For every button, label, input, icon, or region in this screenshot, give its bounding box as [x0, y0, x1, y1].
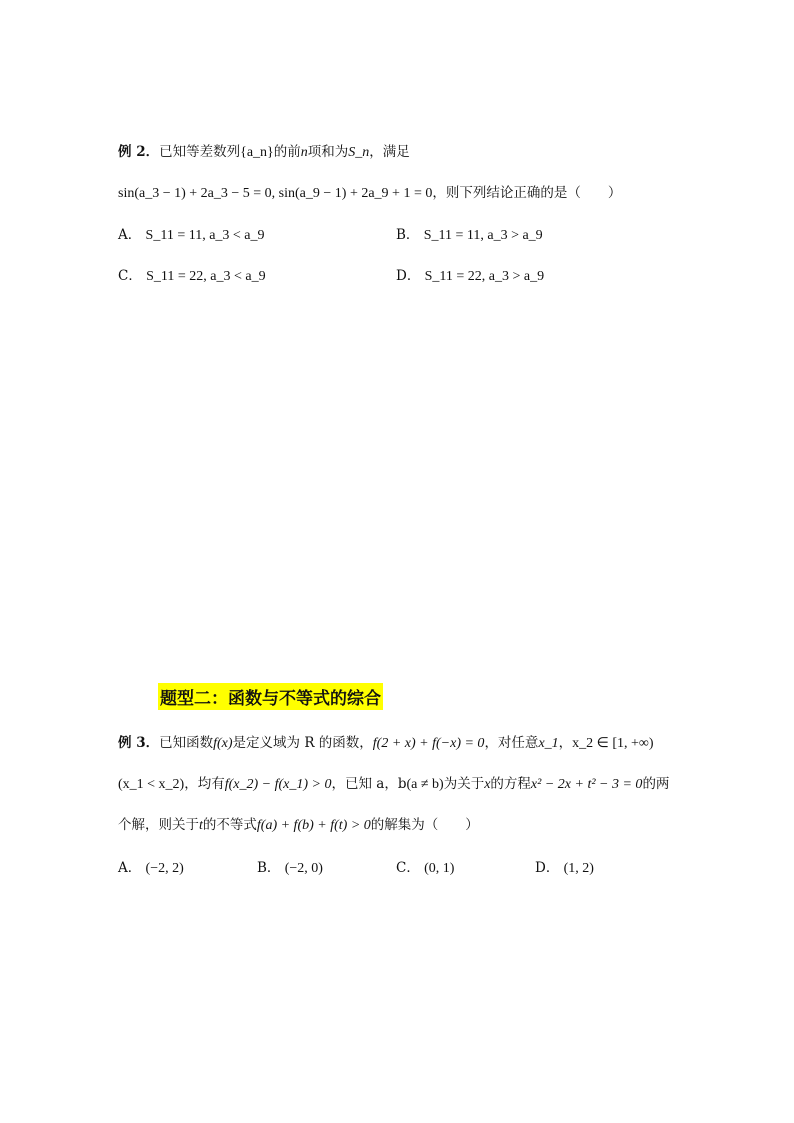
example2-text: 的前	[273, 144, 301, 160]
example2-line2	[118, 181, 621, 202]
var-x: x	[484, 777, 491, 792]
example3-text: 的两	[642, 776, 670, 792]
x1-lt-x2: (x_1 < x_2)	[118, 777, 185, 792]
example3-option-b[interactable]	[257, 856, 323, 877]
example3-option-d[interactable]	[535, 856, 594, 877]
option-label: B．	[257, 860, 281, 876]
option-text: S_11 = 11, a_3 > a_9	[423, 228, 543, 243]
option-label: C．	[118, 268, 142, 284]
example3-text: 是定义域为 R 的函数，	[232, 735, 373, 751]
option-label: A．	[118, 227, 142, 243]
option-label: B．	[396, 227, 420, 243]
example3-question: 的解集为（ ）	[370, 817, 479, 833]
x2-range: x_2 ∈ [1, +∞)	[572, 736, 654, 751]
var-t: t	[199, 818, 203, 833]
example2-text: 已知等差数列	[159, 144, 241, 160]
example3-line1	[118, 731, 654, 752]
example3-text: 的不等式	[202, 817, 257, 833]
section-heading: 题型二：函数与不等式的综合	[158, 683, 383, 710]
option-text: S_11 = 22, a_3 < a_9	[146, 269, 266, 284]
example2-question: ，则下列结论正确的是（ ）	[432, 185, 622, 201]
option-label: D．	[535, 860, 560, 876]
example3-text: ，对任意	[484, 735, 539, 751]
option-label: C．	[396, 860, 420, 876]
example3-text: ，	[558, 735, 573, 751]
var-x1: x_1	[538, 736, 559, 751]
example2-option-b[interactable]	[396, 223, 543, 244]
example2-option-a[interactable]	[118, 223, 265, 244]
example3-label: 例 3．	[118, 735, 160, 751]
fx: f(x)	[213, 736, 233, 751]
example2-equation: sin(a_3 − 1) + 2a_3 − 5 = 0, sin(a_9 − 1) + 2a_9 + 1 = 0	[118, 186, 433, 201]
option-text: (−2, 2)	[145, 861, 184, 876]
option-text: (0, 1)	[424, 861, 455, 876]
example3-option-c[interactable]	[396, 856, 454, 877]
example2-line1	[118, 140, 410, 161]
quadratic-equation: x² − 2x + t² − 3 = 0	[530, 777, 643, 792]
example3-option-a[interactable]	[118, 856, 184, 877]
example2-text: 项和为	[307, 144, 349, 160]
example2-option-c[interactable]	[118, 264, 266, 285]
example3-line3	[118, 813, 479, 834]
seq-expression: {a_n}	[240, 145, 274, 160]
option-label: A．	[118, 860, 142, 876]
example3-text: 的方程	[490, 776, 531, 792]
option-text: S_11 = 22, a_3 > a_9	[424, 269, 545, 284]
example3-text: ，已知 a，b	[331, 776, 407, 792]
condition-2: f(x_2) − f(x_1) > 0	[224, 777, 332, 792]
example3-text: 个解，则关于	[118, 817, 199, 833]
option-text: (−2, 0)	[284, 861, 323, 876]
option-label: D．	[396, 268, 421, 284]
example2-label: 例 2．	[118, 144, 160, 160]
a-ne-b: (a ≠ b)	[406, 777, 444, 792]
var-n: n	[300, 145, 308, 160]
example3-text: ，均有	[184, 776, 225, 792]
option-text: (1, 2)	[563, 861, 594, 876]
example2-text: ，满足	[369, 144, 410, 160]
example3-text: 为关于	[443, 776, 485, 792]
example3-line2	[118, 772, 669, 793]
example2-option-d[interactable]	[396, 264, 544, 285]
option-text: S_11 = 11, a_3 < a_9	[145, 228, 265, 243]
example3-text: 已知函数	[159, 735, 214, 751]
var-sn: S_n	[348, 145, 370, 160]
condition-1: f(2 + x) + f(−x) = 0	[372, 736, 485, 751]
inequality: f(a) + f(b) + f(t) > 0	[256, 818, 371, 833]
